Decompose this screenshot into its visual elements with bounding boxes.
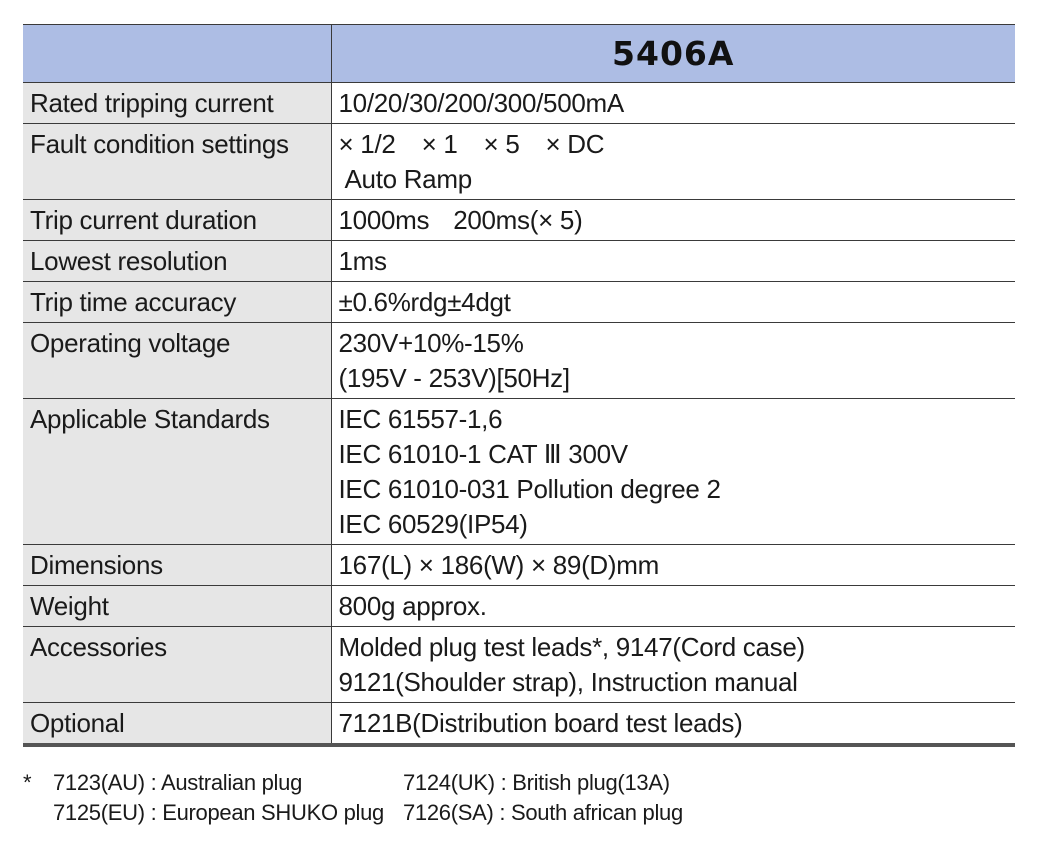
footnote-marker: * xyxy=(23,770,32,795)
spec-value xyxy=(331,200,1015,241)
spec-value-line: 167(L) × 186(W) × 89(D)mm xyxy=(338,550,659,580)
spec-value xyxy=(331,627,1015,703)
spec-row-rated-tripping-current xyxy=(23,83,1015,124)
spec-value-line: IEC 61010-031 Pollution degree 2 xyxy=(338,474,721,504)
spec-row-dimensions xyxy=(23,545,1015,586)
spec-row-trip-time-accuracy xyxy=(23,282,1015,323)
spec-value-line: 230V+10%-15% xyxy=(338,328,524,358)
spec-row-trip-current-duration xyxy=(23,200,1015,241)
spec-value-line: ±0.6%rdg±4dgt xyxy=(338,287,511,317)
footnote-left-column xyxy=(53,768,413,828)
spec-value xyxy=(331,241,1015,282)
spec-value-line xyxy=(339,203,1009,238)
header-corner-cell xyxy=(23,25,331,83)
spec-label: Optional xyxy=(23,703,331,746)
spec-label: Rated tripping current xyxy=(23,83,331,124)
spec-value-line: 1ms xyxy=(338,246,387,276)
spec-value-line: IEC 60529(IP54) xyxy=(338,509,528,539)
spec-label: Operating voltage xyxy=(23,323,331,399)
spec-value-line: IEC 61557-1,6 xyxy=(338,404,503,434)
spec-label: Trip current duration xyxy=(23,200,331,241)
fault-multiplier: × DC xyxy=(545,129,605,159)
fault-multiplier-line xyxy=(339,127,1009,162)
footnote-item: 7125(EU) : European SHUKO plug xyxy=(53,800,384,825)
spec-value-line: (195V - 253V)[50Hz] xyxy=(338,363,570,393)
spec-label: Dimensions xyxy=(23,545,331,586)
spec-row-lowest-resolution xyxy=(23,241,1015,282)
spec-row-weight xyxy=(23,586,1015,627)
spec-value-line: 9121(Shoulder strap), Instruction manual xyxy=(338,667,798,697)
spec-value-line: 7121B(Distribution board test leads) xyxy=(338,708,743,738)
spec-row-accessories xyxy=(23,627,1015,703)
duration-value: 200ms(× 5) xyxy=(453,205,583,235)
spec-label: Fault condition settings xyxy=(23,124,331,200)
footnote-item: 7123(AU) : Australian plug xyxy=(53,770,303,795)
spec-value-line: IEC 61010-1 CAT Ⅲ 300V xyxy=(338,439,628,469)
spec-value xyxy=(331,703,1015,746)
spec-value-line: Molded plug test leads*, 9147(Cord case) xyxy=(338,632,805,662)
fault-multiplier: × 5 xyxy=(483,129,520,159)
specification-table xyxy=(23,24,1015,747)
model-name: 5406A xyxy=(331,25,1015,83)
spec-row-fault-condition-settings xyxy=(23,124,1015,200)
spec-value xyxy=(331,586,1015,627)
spec-label: Accessories xyxy=(23,627,331,703)
spec-value-line: 800g approx. xyxy=(338,591,487,621)
spec-value xyxy=(331,399,1015,545)
spec-value xyxy=(331,545,1015,586)
spec-value-line: 10/20/30/200/300/500mA xyxy=(338,88,624,118)
spec-label: Weight xyxy=(23,586,331,627)
spec-label: Applicable Standards xyxy=(23,399,331,545)
fault-multiplier: × 1/2 xyxy=(338,129,396,159)
footnote-item: 7126(SA) : South african plug xyxy=(403,800,683,825)
spec-row-optional xyxy=(23,703,1015,746)
spec-row-operating-voltage xyxy=(23,323,1015,399)
spec-value-line: Auto Ramp xyxy=(344,164,472,194)
fault-multiplier: × 1 xyxy=(421,129,458,159)
footnote-item: 7124(UK) : British plug(13A) xyxy=(403,770,670,795)
spec-row-applicable-standards xyxy=(23,399,1015,545)
footnote-right-column xyxy=(403,768,733,828)
spec-value xyxy=(331,124,1015,200)
header-row xyxy=(23,25,1015,83)
spec-value xyxy=(331,83,1015,124)
spec-label: Lowest resolution xyxy=(23,241,331,282)
spec-label: Trip time accuracy xyxy=(23,282,331,323)
spec-value xyxy=(331,282,1015,323)
duration-value: 1000ms xyxy=(338,205,430,235)
spec-value xyxy=(331,323,1015,399)
